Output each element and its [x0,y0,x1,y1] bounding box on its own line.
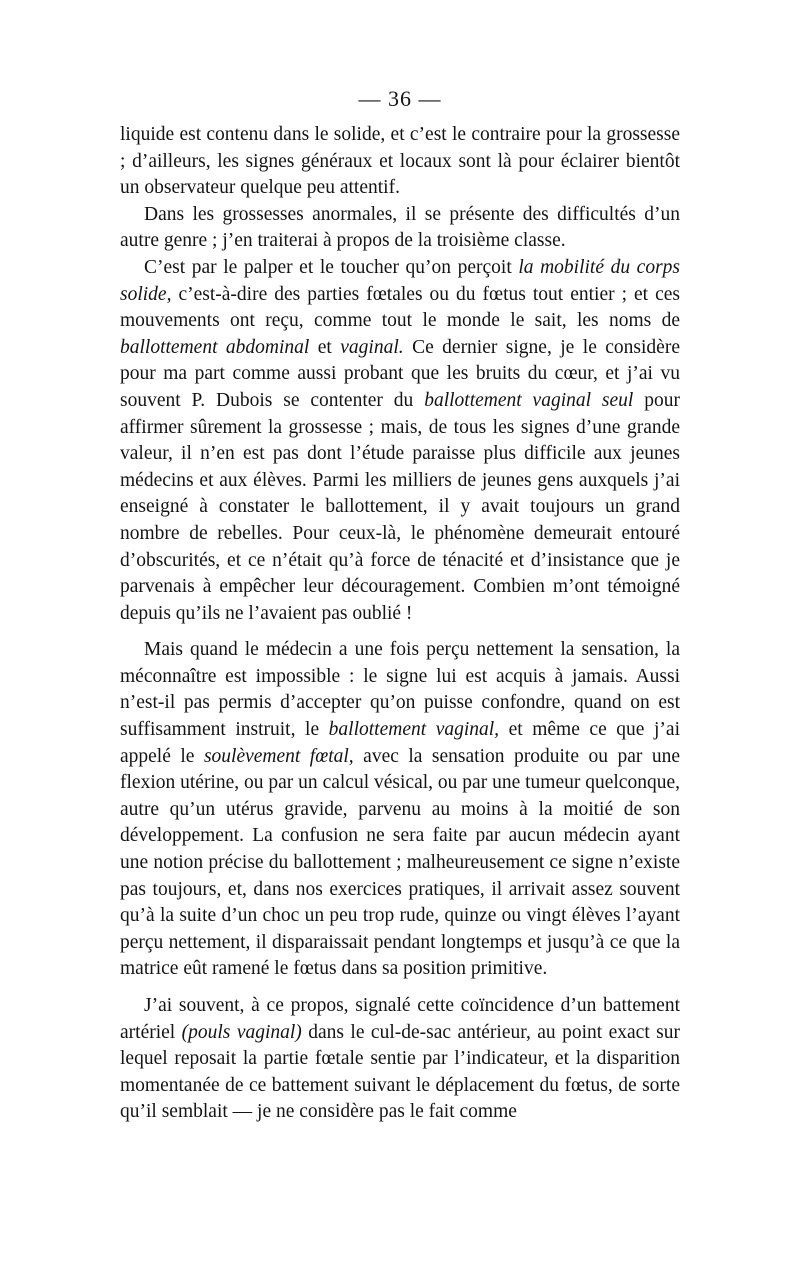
italic-term: ballottement abdominal [120,336,310,358]
italic-term: ballottement vaginal seul [424,389,634,411]
text-run: Ce dernier signe, je le considère pour ma part comme aussi probant que les bruits du cœur, et j’ai vu souvent P. Dubois se contenter du [120,336,680,411]
paragraph-abnormal-pregnancies [120,202,680,255]
italic-term: ballottement vaginal, [328,719,500,741]
text-run: avec la sensation produite ou par une flexion utérine, ou par un calcul vésical, ou par une tumeur quelconque, autre qu’un utérus gravide, parvenu au moins à la moitié de son développement. La confusion ne sera faite par aucun médecin ayant une notion précise du ballottement ; malheureusement ce signe n’existe pas toujours, et, dans nos exercices pratiques, il arrivait assez souvent qu’à la suite d’un choc un peu trop rude, quinze ou vingt élèves l’ayant perçu nettement, il disparaissait pendant longtemps et jusqu’à ce que la matrice eût ramené le fœtus dans sa position primitive. [120,745,680,980]
italic-term: soulèvement fœtal, [203,745,354,767]
text-run: Dans les grossesses anormales, il se présente des difficultés d’un autre genre ; j’en traiterai à propos de la troisième classe. [120,203,680,252]
paragraph-vaginal-pulse [120,993,680,1126]
page-number: — 36 — [358,86,442,111]
text-run: pour affirmer sûrement la grossesse ; mais, de tous les signes d’une grande valeur, il n’en est pas dont l’étude paraisse plus difficile aux jeunes médecins et aux élèves. Parmi les milliers de jeunes gens auxquels j’ai enseigné à constater le ballottement, il y avait toujours un grand nombre de rebelles. Pour ceux-là, le phénomène demeurait entouré d’obscurités, et ce n’était qu’à force de ténacité et d’insistance que je parvenais à empêcher leur découragement. Combien m’ont témoigné depuis qu’ils ne l’avaient pas oublié ! [120,389,680,624]
paragraph-continued [120,122,680,202]
text-run: Mais quand le médecin a une fois perçu nettement la sensation, la méconnaître est impossible : le signe lui est acquis à jamais. Aussi n’est-il pas permis d’accepter qu’on puisse confondre, quand on est suffisamment instruit, le [120,639,680,741]
text-run: et [309,336,341,358]
text-run: liquide est contenu dans le solide, et c’est le contraire pour la grossesse ; d’ailleurs, les signes généraux et locaux sont là pour éclairer bientôt un observateur quelque peu attentif. [120,124,680,199]
italic-term: vaginal. [340,336,404,358]
text-run: et même ce que j’ai appelé le [120,719,680,767]
text-run: dans le cul-de-sac antérieur, au point exact sur lequel reposait la partie fœtale sentie par l’indicateur, et la disparition momentanée de ce battement suivant le déplacement du fœtus, de sorte qu’il semblait — je ne considère pas le fait comme [120,1021,680,1123]
text-run: C’est par le palper et le toucher qu’on perçoit [144,256,519,278]
paragraph-ballottement [120,255,680,627]
text-run: J’ai souvent, à ce propos, signalé cette coïncidence d’un battement artériel [120,995,680,1043]
paragraph-sensation [120,637,680,983]
italic-term: la mobilité du corps solide, [120,256,680,305]
text-run: c’est-à-dire des parties fœtales ou du fœtus tout entier ; et ces mouvements ont reçu, comme tout le monde le sait, les noms de [120,283,680,332]
italic-term: (pouls vaginal) [181,1021,302,1043]
document-page [120,84,680,1126]
